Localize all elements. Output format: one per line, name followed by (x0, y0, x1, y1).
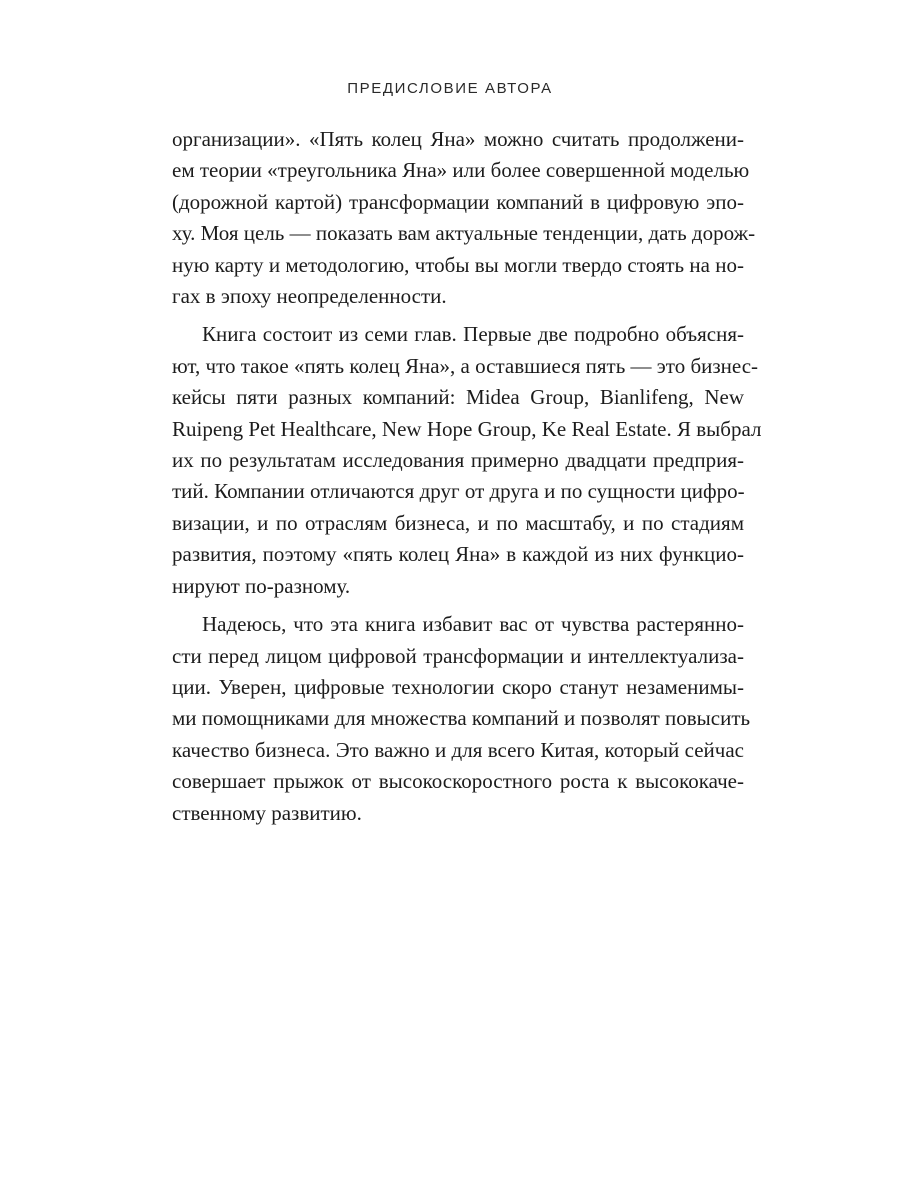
text-line: ции. Уверен, цифровые технологии скоро станут незаменимы- (172, 674, 744, 699)
text-line: ем теории «треугольника Яна» или более совершенной моделью (172, 158, 750, 183)
body-text (172, 124, 762, 836)
text-line: их по результатам исследования примерно двадцати предприя- (172, 448, 744, 473)
text-line: тий. Компании отличаются друг от друга и по сущности цифро- (172, 479, 745, 504)
text-line: кейсы пяти разных компаний: Midea Group, Bianlifeng, New (172, 385, 744, 410)
text-line: визации, и по отраслям бизнеса, и по масштабу, и по стадиям (172, 510, 744, 535)
text-line: нируют по-разному. (172, 573, 351, 598)
paragraph-2 (172, 319, 762, 602)
paragraph-3 (172, 609, 751, 829)
text-line: Ruipeng Pet Healthcare, New Hope Group, Ke Real Estate. Я выбрал (172, 416, 762, 441)
text-line: Надеюсь, что эта книга избавит вас от чувства растерянно- (202, 612, 744, 637)
text-line: ху. Моя цель — показать вам актуальные тенденции, дать дорож- (172, 221, 756, 246)
text-line: Книга состоит из семи глав. Первые две подробно объясня- (202, 322, 744, 347)
text-line: ную карту и методологию, чтобы вы могли твердо стоять на но- (172, 252, 744, 277)
running-header: ПРЕДИСЛОВИЕ АВТОРА (347, 80, 553, 97)
text-line: совершает прыжок от высокоскоростного роста к высококаче- (172, 769, 744, 794)
text-line: организации». «Пять колец Яна» можно считать продолжени- (172, 127, 744, 151)
text-line: ми помощниками для множества компаний и позволят повысить (172, 706, 751, 731)
text-line: гах в эпоху неопределенности. (172, 284, 447, 309)
text-line: ственному развитию. (172, 800, 362, 825)
text-line: ют, что такое «пять колец Яна», а оставшиеся пять — это бизнес- (172, 353, 759, 378)
paragraph-1 (172, 124, 756, 312)
text-line: качество бизнеса. Это важно и для всего Китая, который сейчас (172, 737, 744, 762)
text-line: (дорожной картой) трансформации компаний в цифровую эпо- (172, 189, 744, 214)
text-line: развития, поэтому «пять колец Яна» в каждой из них функцио- (172, 542, 744, 567)
text-line: сти перед лицом цифровой трансформации и интеллектуализа- (172, 643, 744, 668)
